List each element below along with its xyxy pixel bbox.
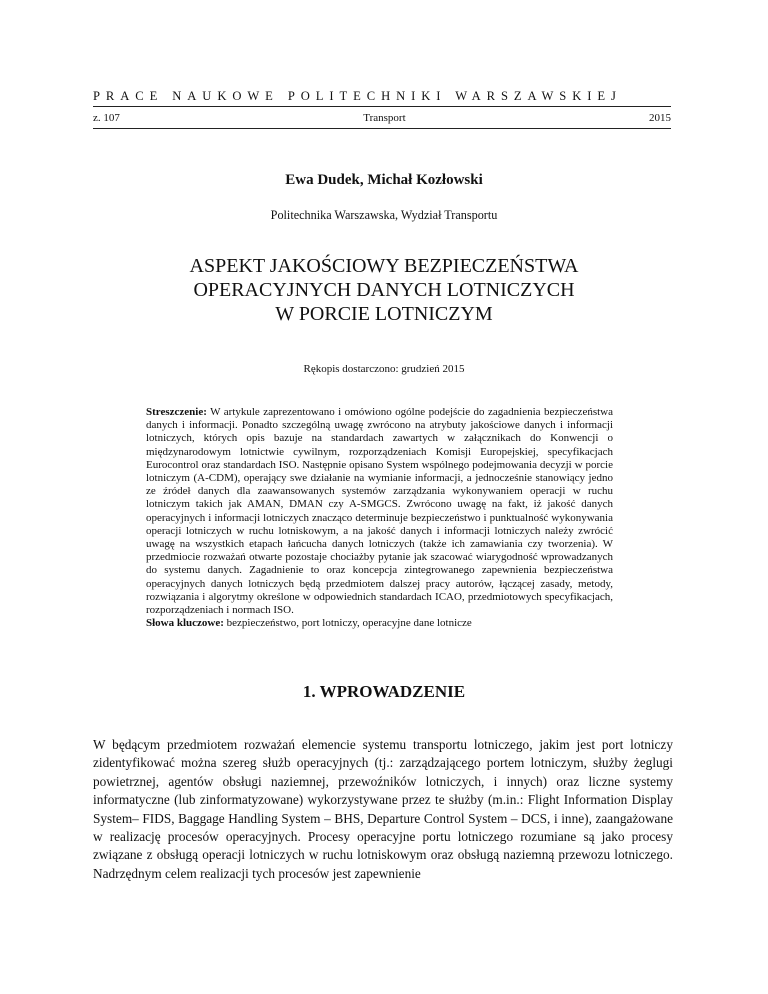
body-paragraph: W będącym przedmiotem rozważań elemencie systemu transportu lotniczego, jakim jest port lotniczy zidentyfikować można szereg służb operacyjnych (tj.: zarządzającego portem lotniczym, służby żeglugi powietrznej, agentów obsługi naziemnej, przewoźników lotniczych, i innych) oraz liczne systemy informatyczne (lub zinformatyzowane) wykorzystywane przez te służby (m.in.: Flight Information Display System– FIDS, Baggage Handling System – BHS, Departure Control System – DCS, i inne), zaangażowane w realizację procesów operacyjnych. Procesy operacyjne portu lotniczego rozumiane są jako procesy związane z obsługą operacji lotniczych w ruchu lotniskowym oraz obsługą naziemną przewozu lotniczego. Nadrzędnym celem realizacji tych procesów jest zapewnienie	[93, 737, 673, 881]
title-line: W PORCIE LOTNICZYM	[275, 303, 493, 325]
section-heading: 1. WPROWADZENIE	[302, 682, 466, 701]
header-meta	[93, 112, 671, 124]
publication-year: 2015	[649, 112, 671, 124]
header-rule	[93, 106, 671, 107]
affiliation: Politechnika Warszawska, Wydział Transportu	[270, 208, 498, 222]
abstract-text: W artykule zaprezentowano i omówiono ogólne podejście do zagadnienia bezpieczeństwa danych i informacji. Ponadto szczególną uwagę zwrócono na atrybuty jakościowe danych i informacji lotniczych, których opis bazuje na standardach zawartych w załącznikach do Konwencji o międzynarodowym lotnictwie cywilnym, rozporządzeniach Komisji Europejskiej, specyfikacjach Eurocontrol oraz standardach ISO. Następnie opisano System wspólnego podejmowania decyzji w porcie lotniczym (A-CDM), operający swe działanie na wymianie informacji, a jednocześnie stanowiący jedno ze źródeł danych dla zaawansowanych systemów zarządzania wykonywaniem operacji w ruchu lotniczym takich jak AMAN, DMAN czy A-SMGCS. Zwrócono uwagę na fakt, iż jakość danych operacyjnych i informacji lotniczych znacząco determinuje bezpieczeństwo i punktualność wykonywania operacji lotniczych w ruchu lotniskowym, a na jakość danych i informacji lotniczych należy zwrócić uwagę na wszystkich etapach łańcucha danych lotniczych (także ich zamawiania czy tworzenia). W przedmiocie rozważań otwarte pozostaje chociażby pytanie jak szacować wiarygodność wprowadzanych do systemu danych. Zagadnienie to oraz koncepcja zintegrowanego zapewnienia bezpieczeństwa operacyjnych danych lotniczych będą przedmiotem dalszej pracy autorów, łączącej zasady, metody, rozwiązania i algorytmy określone w odpowiednich standardach ICAO, przedmiotowych specyfikacjach, rozporządzeniach i normach ISO.	[146, 406, 613, 617]
header-rule-bottom	[93, 128, 671, 129]
paper-title	[0, 254, 768, 326]
journal-series: Transport	[363, 112, 406, 124]
title-line: OPERACYJNYCH DANYCH LOTNICZYCH	[193, 279, 575, 301]
received-date: Rękopis dostarczono: grudzień 2015	[303, 363, 465, 375]
authors: Ewa Dudek, Michał Kozłowski	[285, 172, 483, 188]
journal-title: PRACE NAUKOWE POLITECHNIKI WARSZAWSKIEJ	[93, 89, 622, 103]
issue-number: z. 107	[93, 112, 120, 124]
keywords-text: bezpieczeństwo, port lotniczy, operacyjne dane lotnicze	[226, 617, 472, 630]
keywords-label: Słowa kluczowe:	[146, 617, 224, 630]
title-line: ASPEKT JAKOŚCIOWY BEZPIECZEŃSTWA	[189, 255, 579, 277]
abstract	[146, 406, 613, 630]
abstract-label: Streszczenie:	[146, 406, 207, 418]
